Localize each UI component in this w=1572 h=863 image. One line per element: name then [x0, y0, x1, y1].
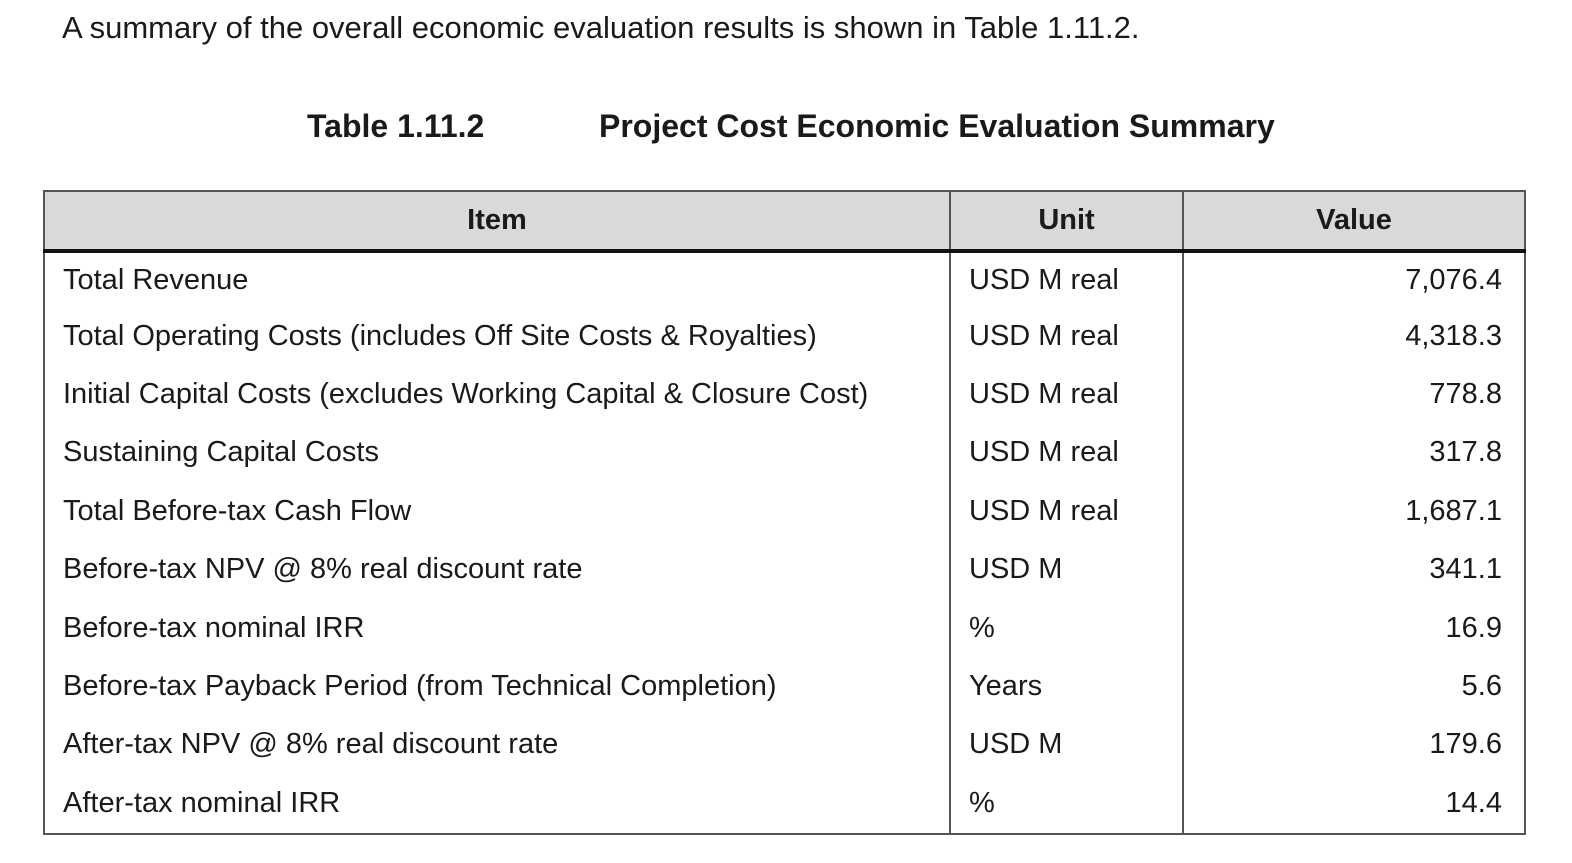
cell-item: Before-tax NPV @ 8% real discount rate [44, 541, 950, 599]
table-row [44, 482, 1525, 540]
table-title: Project Cost Economic Evaluation Summary [599, 108, 1275, 144]
cell-item: Sustaining Capital Costs [44, 424, 950, 482]
cell-unit: USD M real [950, 365, 1183, 423]
cell-item: Before-tax Payback Period (from Technical Completion) [44, 657, 950, 715]
table-row [44, 774, 1525, 833]
cell-unit: % [950, 774, 1183, 833]
cell-unit: USD M real [950, 307, 1183, 365]
cell-unit: USD M real [950, 482, 1183, 540]
cell-item: Total Before-tax Cash Flow [44, 482, 950, 540]
cell-item: Before-tax nominal IRR [44, 599, 950, 657]
header-unit: Unit [950, 191, 1183, 251]
table-row [44, 424, 1525, 482]
table-row [44, 365, 1525, 423]
cell-value: 317.8 [1183, 424, 1525, 482]
cell-unit: USD M [950, 716, 1183, 774]
cell-unit: % [950, 599, 1183, 657]
cell-value: 179.6 [1183, 716, 1525, 774]
table-number: Table 1.11.2 [307, 108, 485, 144]
cell-unit: USD M real [950, 424, 1183, 482]
cell-item: Initial Capital Costs (excludes Working Capital & Closure Cost) [44, 365, 950, 423]
cell-unit: USD M [950, 541, 1183, 599]
cell-value: 1,687.1 [1183, 482, 1525, 540]
cell-value: 5.6 [1183, 657, 1525, 715]
header-item: Item [44, 191, 950, 251]
cell-unit: Years [950, 657, 1183, 715]
header-value: Value [1183, 191, 1525, 251]
table-row [44, 251, 1525, 307]
cell-value: 778.8 [1183, 365, 1525, 423]
cell-item: Total Operating Costs (includes Off Site Costs & Royalties) [44, 307, 950, 365]
cell-value: 14.4 [1183, 774, 1525, 833]
table-caption [0, 106, 1572, 146]
cell-item: After-tax nominal IRR [44, 774, 950, 833]
table-header-row [44, 191, 1525, 251]
economic-summary-table [43, 190, 1526, 835]
table-row [44, 307, 1525, 365]
table-row [44, 599, 1525, 657]
cell-value: 341.1 [1183, 541, 1525, 599]
intro-paragraph: A summary of the overall economic evaluation results is shown in Table 1.11.2. [62, 10, 1140, 45]
cell-unit: USD M real [950, 251, 1183, 307]
cell-item: Total Revenue [44, 251, 950, 307]
cell-value: 7,076.4 [1183, 251, 1525, 307]
cell-value: 4,318.3 [1183, 307, 1525, 365]
cell-item: After-tax NPV @ 8% real discount rate [44, 716, 950, 774]
table-row [44, 541, 1525, 599]
table-row [44, 716, 1525, 774]
table-row [44, 657, 1525, 715]
cell-value: 16.9 [1183, 599, 1525, 657]
